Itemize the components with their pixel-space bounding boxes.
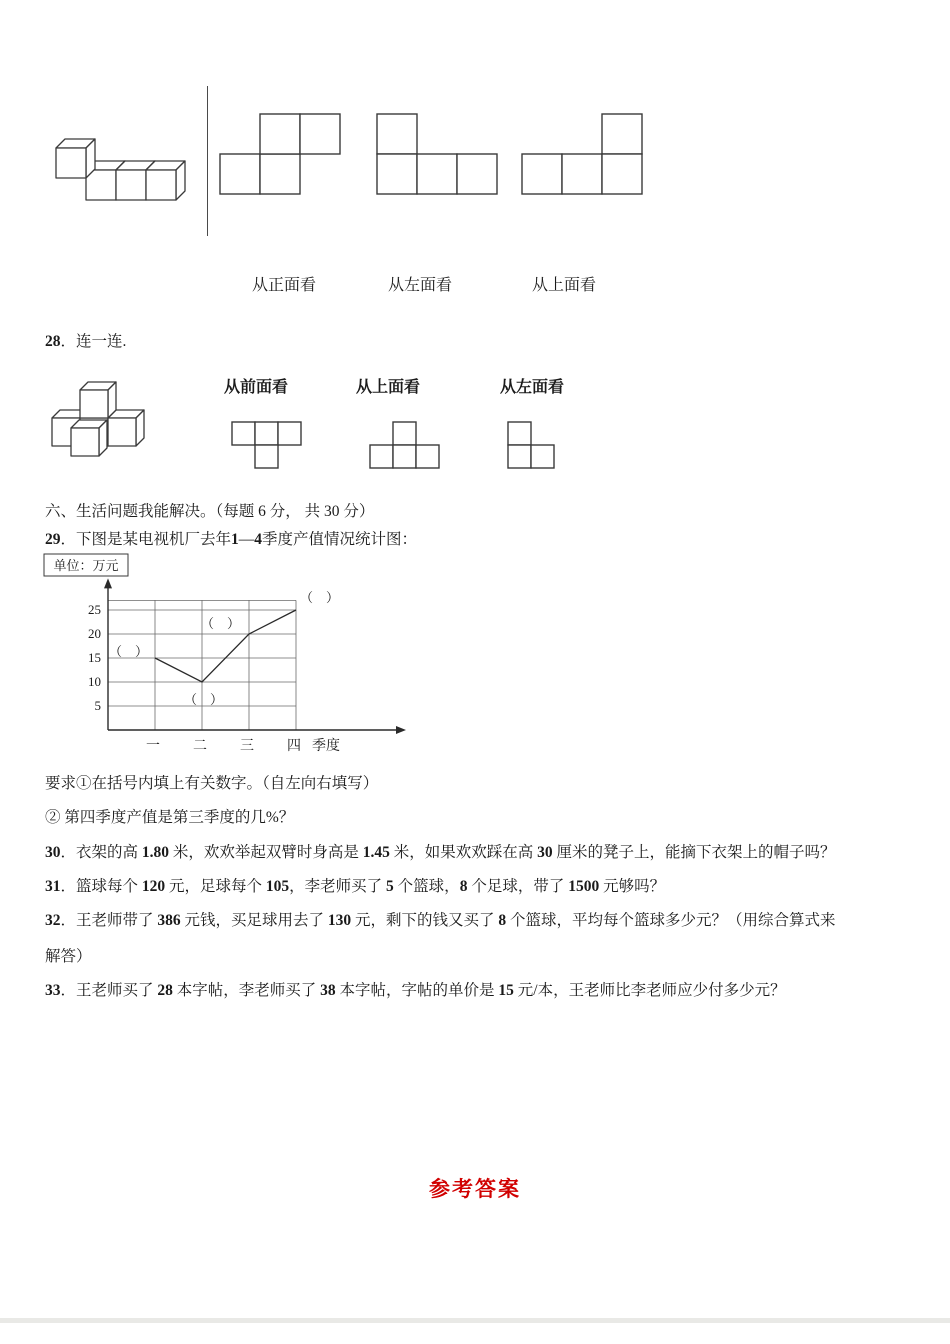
svg-text:（ ）: （ ）: [184, 692, 224, 707]
q29-requirement-2: ② 第四季度产值是第三季度的几%？: [45, 809, 295, 826]
q28-label-front: 从前面看: [224, 379, 289, 396]
q29-requirement-1: 要求①在括号内填上有关数字。（自左向右填写）: [45, 775, 379, 792]
view-label-top: 从上面看: [532, 277, 597, 294]
q28-label-top: 从上面看: [356, 379, 421, 396]
cube-stack-figure: [40, 118, 230, 218]
svg-text:（ ）: （ ）: [109, 644, 149, 659]
svg-text:15: 15: [88, 650, 101, 665]
answers-title: 参考答案: [429, 1177, 521, 1201]
svg-text:20: 20: [88, 626, 101, 641]
q28-title: 28．连一连.: [45, 333, 127, 350]
q28-top-view-shape: [368, 420, 444, 474]
q33-text: 33．王老师买了 28 本字帖，李老师买了 38 本字帖，字帖的单价是 15 元/本，王老师比李老师应少付多少元？: [45, 982, 786, 999]
cube-stack-figure-q28: [46, 362, 176, 462]
section-six-heading: 六、生活问题我能解决。（每题 6 分， 共 30 分）: [45, 503, 375, 520]
q28-label-left: 从左面看: [500, 379, 565, 396]
q30-text: 30．衣架的高 1.80 米，欢欢举起双臂时身高是 1.45 米，如果欢欢踩在高 30 厘米的凳子上，能摘下衣架上的帽子吗？: [45, 844, 836, 861]
svg-text:25: 25: [88, 602, 101, 617]
top-view-shape: [520, 112, 648, 198]
svg-text:四: 四: [287, 739, 301, 754]
q32-text-line1: 32．王老师带了 386 元钱，买足球用去了 130 元，剩下的钱又买了 8 个篮球，平均每个篮球多少元？（用综合算式来: [45, 912, 836, 929]
svg-text:三: 三: [240, 739, 254, 754]
svg-text:（ ）: （ ）: [201, 616, 241, 631]
q32-text-line2: 解答）: [45, 948, 92, 965]
left-view-shape: [375, 112, 503, 198]
svg-text:一: 一: [146, 739, 160, 754]
page-edge-artifact: [0, 1318, 950, 1323]
divider-line: [207, 86, 208, 236]
svg-text:（ ）: （ ）: [300, 590, 340, 605]
q29-intro: 29．下图是某电视机厂去年1—4季度产值情况统计图：: [45, 531, 418, 548]
q28-left-view-shape: [506, 420, 582, 474]
svg-text:二: 二: [193, 739, 207, 754]
front-view-shape: [218, 112, 346, 198]
svg-text:5: 5: [94, 698, 101, 713]
svg-text:单位：万元: 单位：万元: [53, 558, 119, 573]
view-label-front: 从正面看: [252, 277, 317, 294]
svg-text:季度: 季度: [312, 739, 340, 754]
q31-text: 31．篮球每个 120 元，足球每个 105，李老师买了 5 个篮球，8 个足球，带了 1500 元够吗？: [45, 878, 666, 895]
quarterly-output-line-chart: [42, 548, 422, 760]
svg-text:10: 10: [88, 674, 101, 689]
q28-front-view-shape: [230, 420, 306, 474]
view-label-left: 从左面看: [388, 277, 453, 294]
